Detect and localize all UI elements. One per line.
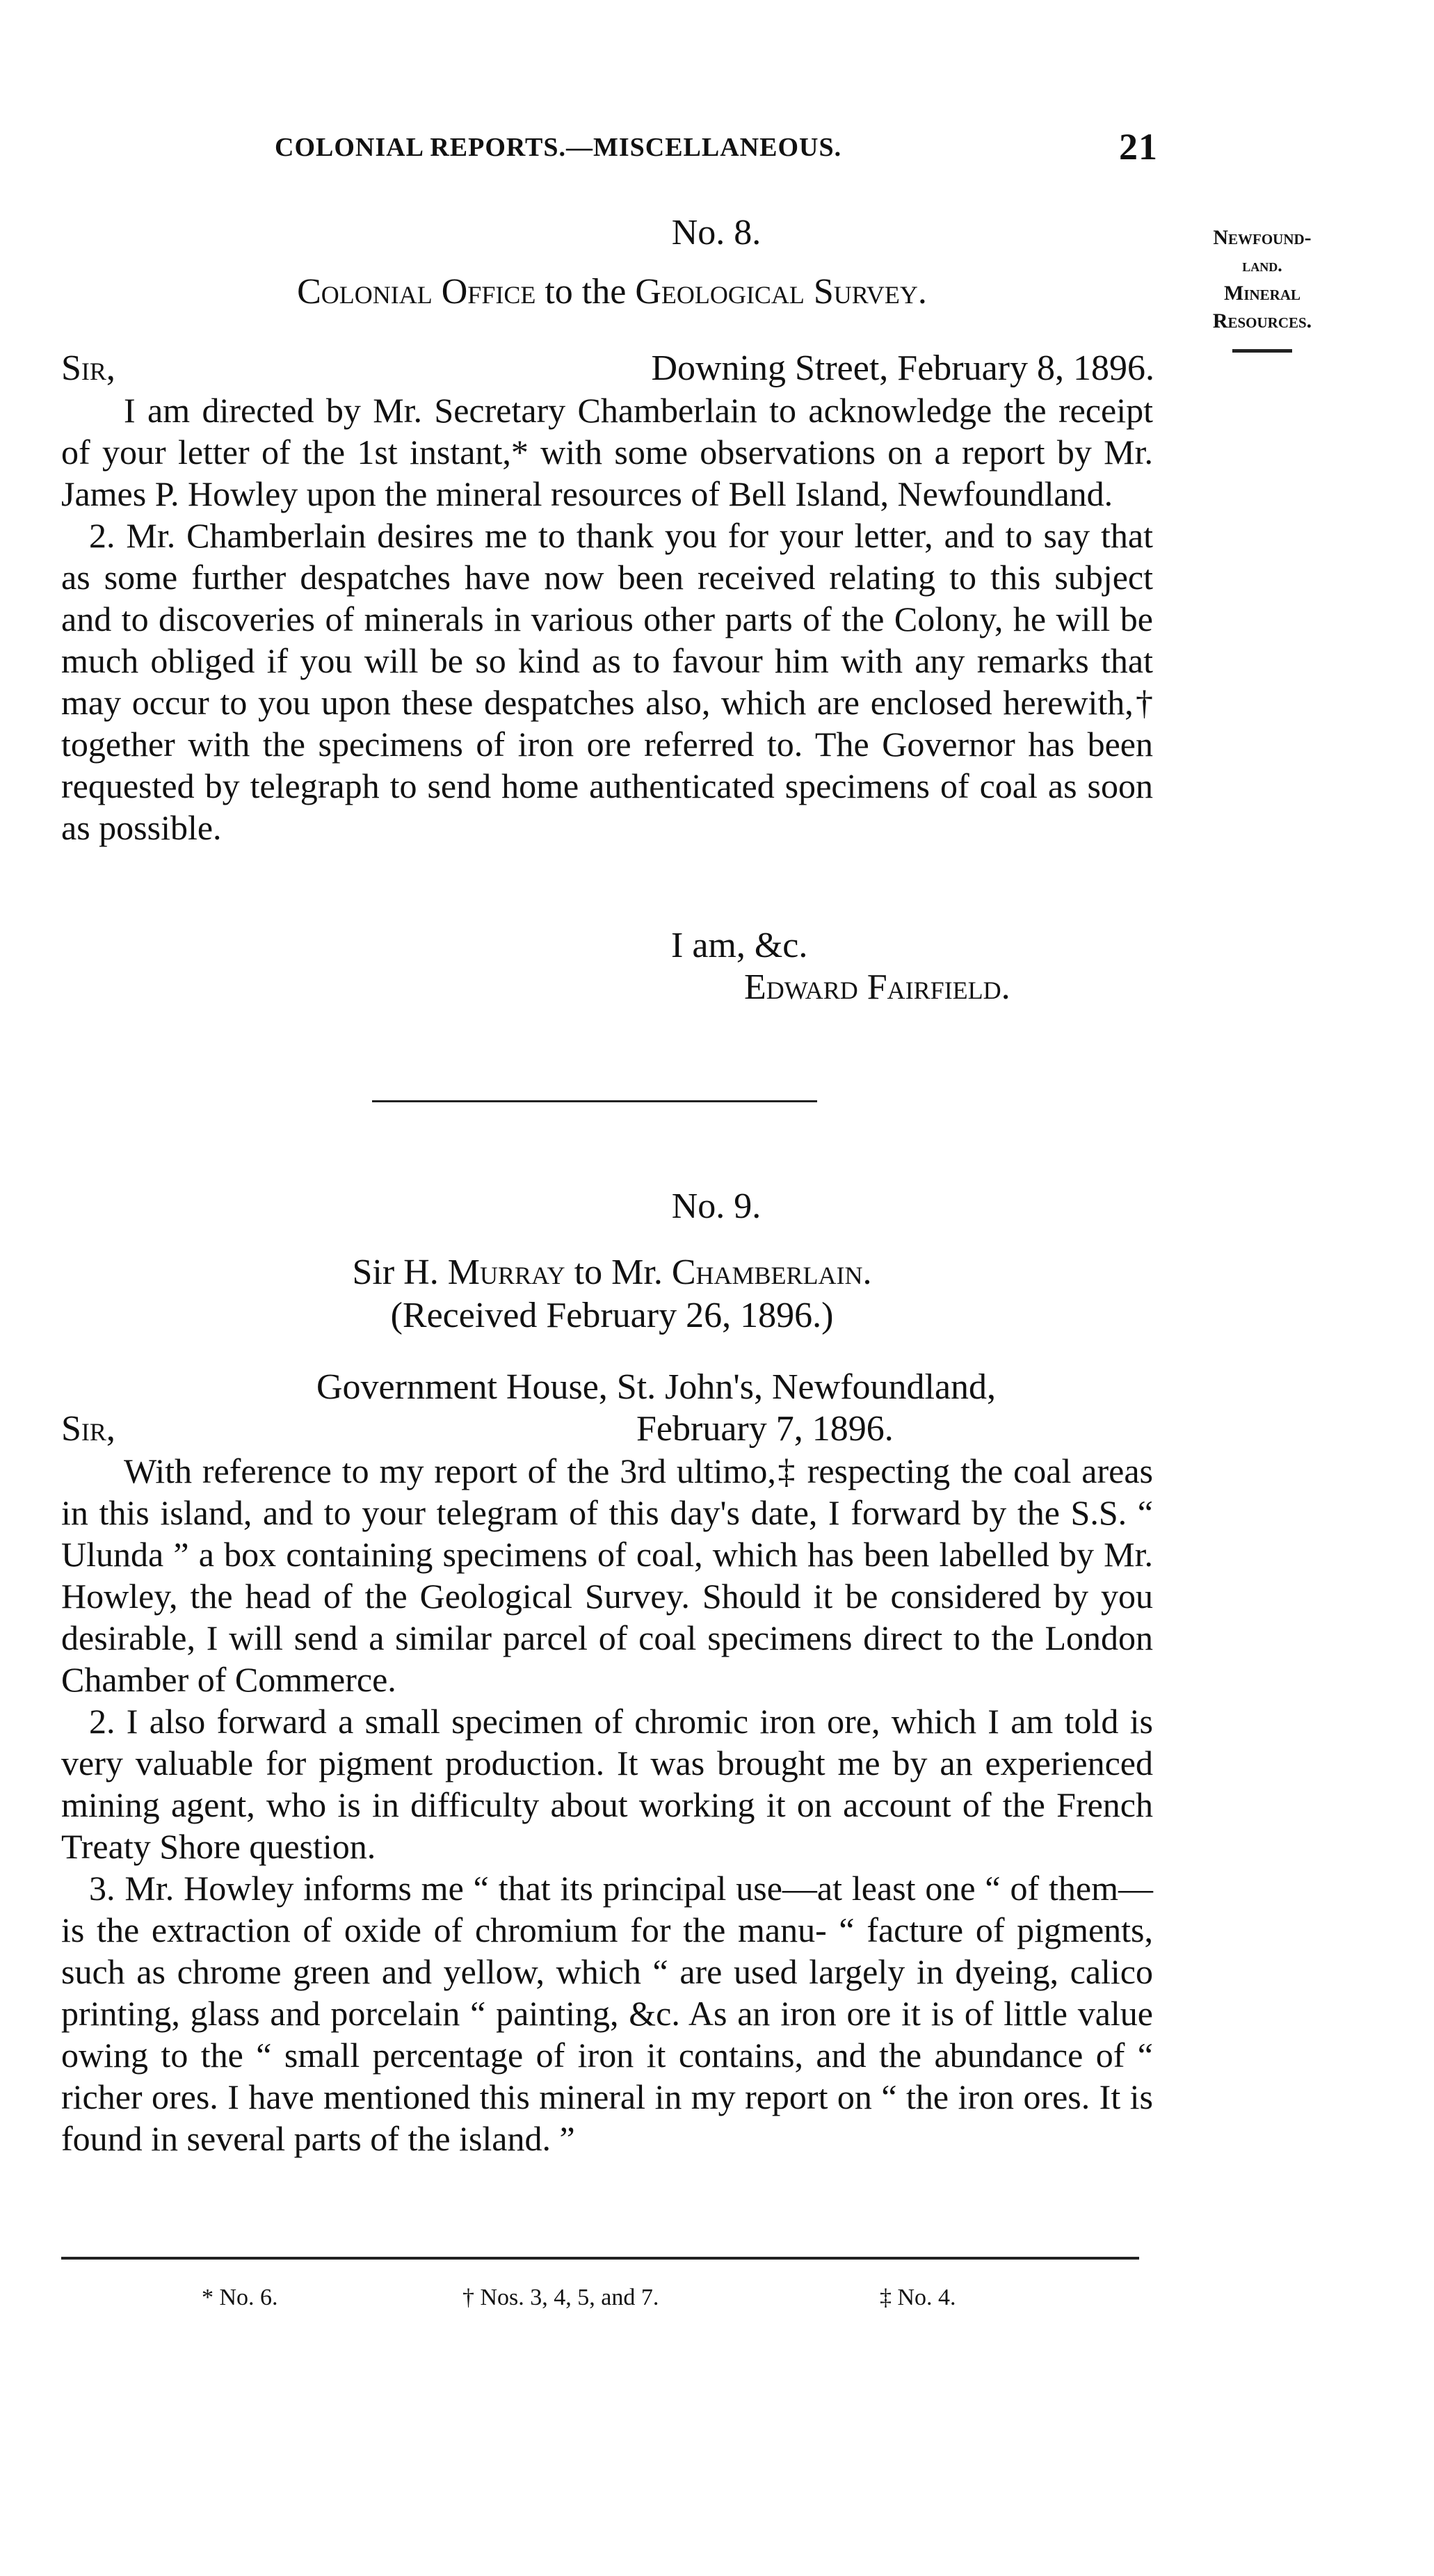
letter-8-salutation: Sir, (61, 348, 115, 388)
letter-9-paragraph-3: 3. Mr. Howley informs me “ that its principal use—at least one “ of them—is the extraction of oxide of chromium for the manu- “ facture of pigments, such as chrome green and yellow, which “ are used largely in dyeing, calico printing, glass and porcelain “ painting, &c. As an iron ore it is of little value owing to the “ small percentage of iron it contains, and the abundance of “ richer ores. I have mentioned this mineral in my report on “ the iron ores. It is found in several parts of the island. ” (61, 1869, 1153, 2158)
margin-note-line: Newfound- (1213, 226, 1312, 249)
letter-9-title (160, 1252, 1064, 1293)
letter-8-closing: I am, &c. (671, 926, 808, 965)
letter-8-place-date: Downing Street, February 8, 1896. (651, 348, 1154, 388)
letter-8-title-connector: to the (535, 272, 636, 312)
letter-8-sender: Colonial Office (297, 272, 536, 312)
footnote-rule (61, 2257, 1139, 2260)
letter-9-paragraph-2: 2. I also forward a small specimen of chromic iron ore, which I am told is very valuable for pigment production. It was brought me by an experienced mining agent, who is in difficulty about working it on account of the French Treaty Shore question. (61, 1702, 1153, 1866)
running-title: COLONIAL REPORTS.—MISCELLANEOUS. (275, 133, 842, 162)
letter-9-number: No. 9. (671, 1186, 762, 1226)
letter-9-place: Government House, St. John's, Newfoundland, (316, 1367, 997, 1407)
letter-8-paragraph-2: 2. Mr. Chamberlain desires me to thank you for your letter, and to say that as some further despatches have now been received relating to this subject and to discoveries of minerals in various other parts of the Colony, he will be much obliged if you will be so kind as to favour him with any remarks that may occur to you upon these despatches also, which are enclosed herewith,† together with the specimens of iron ore referred to. The Governor has been requested by telegraph to send home authenticated specimens of coal as soon as possible. (61, 516, 1153, 847)
letter-9-title-prefix: Sir H. (352, 1253, 448, 1292)
margin-note-line: Mineral (1224, 282, 1300, 305)
letter-8-number: No. 8. (671, 213, 762, 252)
letter-9-received: (Received February 26, 1896.) (390, 1296, 834, 1335)
letter-8-recipient: Geological Survey. (635, 272, 927, 312)
letter-9-title-connector: to Mr. (565, 1253, 672, 1292)
letter-8-body (61, 389, 1153, 848)
letter-9-paragraph-1: With reference to my report of the 3rd ultimo,‡ respecting the coal areas in this island, and to your telegram of this day's date, I forward by the S.S. “ Ulunda ” a box containing specimens of coal, which has been labelled by Mr. Howley, the head of the Geological Survey. Should it be considered by you desirable, I will send a similar parcel of coal specimens direct to the London Chamber of Commerce. (61, 1451, 1153, 1699)
section-separator (372, 1100, 817, 1102)
letter-9-date: February 7, 1896. (636, 1409, 894, 1449)
footnote-3: ‡ No. 4. (880, 2285, 956, 2310)
running-header (275, 125, 1158, 181)
letter-8-paragraph-1: I am directed by Mr. Secretary Chamberlain to acknowledge the receipt of your letter of the 1st instant,* with some observations on a report by Mr. James P. Howley upon the mineral resources of Bell Island, Newfoundland. (61, 391, 1153, 513)
letter-9-recipient: Chamberlain. (671, 1253, 872, 1292)
footnote-1: * No. 6. (202, 2285, 278, 2310)
margin-note-divider (1232, 349, 1292, 353)
letter-9-body (61, 1450, 1153, 2159)
margin-note-line: Resources. (1212, 309, 1312, 332)
letter-8-title (160, 271, 1064, 312)
letter-9-sender: Murray (447, 1253, 565, 1292)
letter-9-salutation: Sir, (61, 1409, 115, 1449)
letter-8-signature: Edward Fairfield. (744, 967, 1010, 1007)
margin-note (1175, 224, 1349, 353)
margin-note-line: land. (1242, 255, 1282, 275)
page-number: 21 (1119, 126, 1158, 168)
footnote-2: † Nos. 3, 4, 5, and 7. (462, 2285, 659, 2310)
